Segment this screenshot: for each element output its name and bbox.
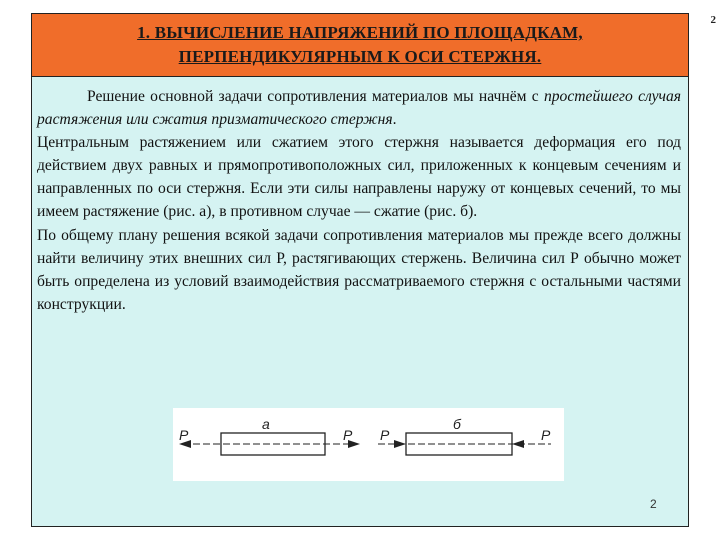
force-label-left-a: P <box>179 427 189 443</box>
figure-tension-compression <box>173 408 564 481</box>
intro-italic-text: простейшего случая растяжения или сжатия призматического стержня <box>37 88 681 129</box>
arrow-right-b <box>512 440 524 448</box>
force-label-right-b: P <box>541 427 551 443</box>
arrow-left-b <box>394 440 406 448</box>
paragraph-definition: Центральным растяжением или сжатием этого стержня называется деформация его под действием двух равных и прямопротивоположных сил, приложенных к концевым сечениям и направленных по оси стержня. Если эти силы направлены наружу от концевых сечений, то мы имеем растяжение (рис. а), в противном случае — сжатие (рис. б). <box>37 134 681 221</box>
title-line-1: 1. ВЫЧИСЛЕНИЕ НАПРЯЖЕНИЙ ПО ПЛОЩАДКАМ, <box>137 23 583 42</box>
paragraph-plan: По общему плану решения всякой задачи сопротивления материалов мы прежде всего должны найти величину этих внешних сил Р, растягивающих стержень. Величина сил Р обычно может быть определена из условий взаимодействия рассматриваемого стержня с остальными частями конструкции. <box>37 226 681 313</box>
paragraph-intro <box>37 85 681 131</box>
title-bar <box>32 14 688 77</box>
slide-number: 2 <box>650 497 657 511</box>
figure-label-a: а <box>262 416 270 432</box>
intro-text: Решение основной задачи сопротивления материалов мы начнём с <box>87 88 544 105</box>
body-text <box>37 85 681 316</box>
figure-a <box>179 416 360 455</box>
figure-label-b: б <box>453 416 461 432</box>
slide <box>31 13 689 527</box>
intro-end: . <box>392 111 397 129</box>
page-number: 2 <box>710 14 716 26</box>
force-label-left-b: P <box>380 427 390 443</box>
force-label-right-a: P <box>343 427 353 443</box>
figure-b <box>378 416 551 455</box>
figure-svg <box>173 408 564 481</box>
title-line-2: ПЕРПЕНДИКУЛЯРНЫМ К ОСИ СТЕРЖНЯ. <box>178 47 542 66</box>
